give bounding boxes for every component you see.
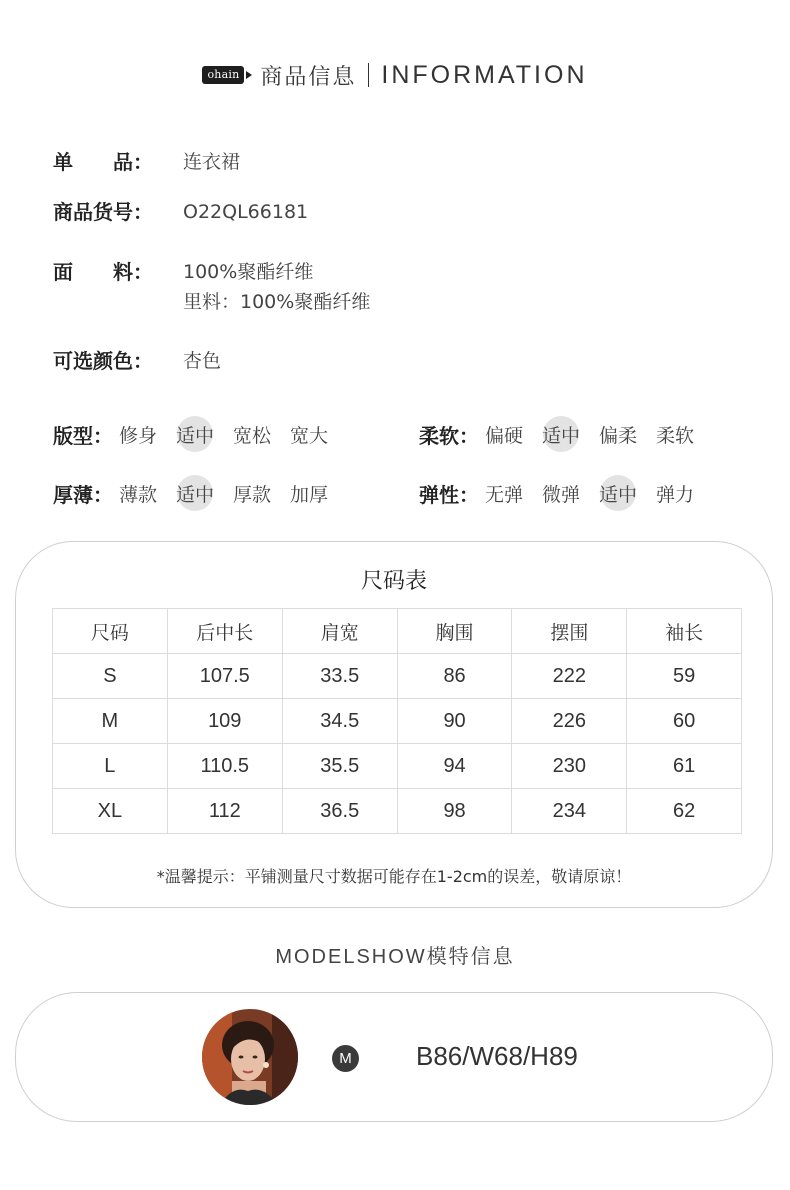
header-title-en: INFORMATION bbox=[381, 60, 588, 89]
thickness-option: 厚款 bbox=[233, 483, 272, 506]
model-avatar bbox=[202, 1009, 298, 1105]
elasticity-option: 弹力 bbox=[656, 483, 695, 506]
info-row-product bbox=[53, 147, 240, 177]
table-cell: 110.5 bbox=[167, 744, 282, 789]
softness-option: 柔软 bbox=[656, 424, 695, 447]
table-row bbox=[53, 789, 742, 834]
table-cell: 60 bbox=[627, 699, 742, 744]
fit-label: 版型： bbox=[53, 423, 113, 448]
fit-option: 宽大 bbox=[290, 424, 329, 447]
table-cell: 35.5 bbox=[282, 744, 397, 789]
size-table bbox=[52, 608, 742, 834]
elasticity-label: 弹性： bbox=[419, 482, 479, 507]
model-size-badge: M bbox=[332, 1045, 359, 1072]
size-chart-note: *温馨提示：平铺测量尺寸数据可能存在1-2cm的误差，敬请原谅！ bbox=[156, 867, 632, 886]
sku-label: 商品货号： bbox=[53, 200, 153, 224]
model-card bbox=[15, 992, 773, 1122]
table-cell: S bbox=[53, 654, 168, 699]
color-value: 杏色 bbox=[183, 350, 222, 372]
play-arrow-icon bbox=[246, 71, 252, 79]
table-cell: 59 bbox=[627, 654, 742, 699]
thickness-option-selected: 适中 bbox=[176, 480, 214, 507]
table-cell: 109 bbox=[167, 699, 282, 744]
attr-elasticity bbox=[419, 475, 713, 511]
table-header: 肩宽 bbox=[282, 609, 397, 654]
table-cell: 222 bbox=[512, 654, 627, 699]
table-cell: XL bbox=[53, 789, 168, 834]
table-cell: 86 bbox=[397, 654, 512, 699]
softness-option: 偏柔 bbox=[599, 424, 638, 447]
attr-thickness bbox=[53, 475, 347, 511]
info-row-fabric bbox=[53, 257, 370, 317]
model-portrait-image bbox=[202, 1009, 298, 1105]
table-header: 胸围 bbox=[397, 609, 512, 654]
fabric-value: 100%聚酯纤维 bbox=[183, 261, 314, 283]
attr-fit bbox=[53, 416, 347, 452]
info-row-color bbox=[53, 346, 221, 376]
softness-option: 偏硬 bbox=[485, 424, 524, 447]
table-row bbox=[53, 699, 742, 744]
fit-option-selected: 适中 bbox=[176, 421, 214, 448]
size-chart-card bbox=[15, 541, 773, 908]
table-cell: M bbox=[53, 699, 168, 744]
color-label: 可选颜色： bbox=[53, 349, 153, 373]
header-title-cn: 商品信息 bbox=[260, 64, 357, 90]
table-row bbox=[53, 654, 742, 699]
table-cell: 94 bbox=[397, 744, 512, 789]
table-header-row bbox=[53, 609, 742, 654]
brand-logo: ohain bbox=[202, 66, 244, 84]
fabric-label: 面 料： bbox=[53, 260, 153, 284]
size-chart-title: 尺码表 bbox=[360, 569, 427, 594]
table-cell: 107.5 bbox=[167, 654, 282, 699]
table-cell: 62 bbox=[627, 789, 742, 834]
table-header: 尺码 bbox=[53, 609, 168, 654]
elasticity-option: 微弹 bbox=[542, 483, 581, 506]
table-header: 袖长 bbox=[627, 609, 742, 654]
product-label: 单 品： bbox=[53, 150, 153, 174]
table-cell: 90 bbox=[397, 699, 512, 744]
table-cell: 226 bbox=[512, 699, 627, 744]
model-section-title: MODELSHOW模特信息 bbox=[275, 946, 515, 968]
table-cell: 230 bbox=[512, 744, 627, 789]
attr-softness bbox=[419, 416, 713, 452]
info-row-sku bbox=[53, 197, 308, 227]
table-cell: 61 bbox=[627, 744, 742, 789]
thickness-option: 薄款 bbox=[119, 483, 158, 506]
fit-option: 修身 bbox=[119, 424, 158, 447]
lining-value: 里料：100%聚酯纤维 bbox=[183, 291, 371, 313]
model-measurements: B86/W68/H89 bbox=[416, 1041, 578, 1071]
softness-option-selected: 适中 bbox=[542, 421, 580, 448]
table-cell: 34.5 bbox=[282, 699, 397, 744]
table-cell: 234 bbox=[512, 789, 627, 834]
thickness-option: 加厚 bbox=[290, 483, 329, 506]
table-row bbox=[53, 744, 742, 789]
table-header: 摆围 bbox=[512, 609, 627, 654]
table-cell: 36.5 bbox=[282, 789, 397, 834]
table-cell: L bbox=[53, 744, 168, 789]
header-divider bbox=[368, 63, 369, 87]
product-value: 连衣裙 bbox=[183, 151, 241, 173]
table-cell: 112 bbox=[167, 789, 282, 834]
thickness-label: 厚薄： bbox=[53, 482, 113, 507]
table-cell: 98 bbox=[397, 789, 512, 834]
fit-option: 宽松 bbox=[233, 424, 272, 447]
softness-label: 柔软： bbox=[419, 423, 479, 448]
page-header bbox=[0, 57, 790, 93]
table-cell: 33.5 bbox=[282, 654, 397, 699]
elasticity-option: 无弹 bbox=[485, 483, 524, 506]
sku-value: O22QL66181 bbox=[183, 201, 309, 223]
elasticity-option-selected: 适中 bbox=[599, 480, 637, 507]
table-header: 后中长 bbox=[167, 609, 282, 654]
